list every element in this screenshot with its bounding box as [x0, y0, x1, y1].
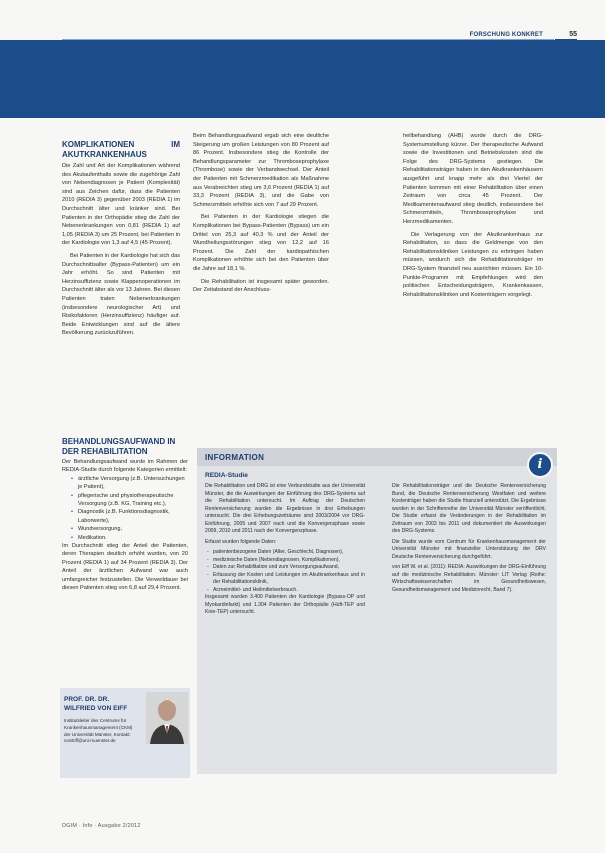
- paragraph: Die Rehabilitation ist insgesamt später geworden. Der Zeitabstand der Anschluss-: [193, 278, 329, 294]
- list-item: - Erfassung der Kosten und Leistungen im Akutkrankenhaus und in der Rehabilitationsklinik,: [213, 572, 365, 587]
- page-header: [0, 26, 605, 40]
- column-2: [193, 132, 329, 299]
- paragraph: Der Behandlungsaufwand wurde im Rahmen der REDIA-Studie durch folgende Kategorien ermittelt:: [62, 459, 188, 474]
- heading-komplikationen: KOMPLIKATIONEN IM AKUTKRANKENHAUS: [62, 140, 180, 159]
- list-item: - Arzneimittel- und Heilmittelverbrauch.: [213, 587, 365, 595]
- paragraph: Die Rehabilitationsträger und die Deutsche Rentenversicherung Bund, die Deutsche Rentenversicherung Westfalen und weitere Kostenträger haben die Studie finanziell unterstützt. Die Ergebnisse wurden in der Schriftenreihe der Universität Münster veröffentlicht. Die Studie erfasst die Veränderungen in der Rehabilitation im Zeitraum von 2003 bis 2011 und dokumentiert die Auswirkungen des DRG-Systems.: [392, 483, 546, 534]
- info-box: [197, 448, 557, 774]
- info-icon: i: [527, 452, 553, 478]
- info-column-2: [392, 483, 546, 597]
- page-number: 55: [569, 31, 577, 38]
- blue-banner: [0, 40, 605, 118]
- paragraph: Bei Patienten in der Kardiologie stiegen die Komplikationen bei Bypass-Patienten (Bypass) um ein Drittel von 25,3 auf 40,3 % und der Anteil der Wundheilungsstörungen stieg von 12,2 auf 16 Prozent. Die Zahl der kardiopathischen Komplikationen erhöhte sich bei den Patienten über die Jahre auf 18,1 %.: [193, 214, 329, 272]
- list-item: • pflegerische und physiotherapeutische Versorgung (z.B. KG, Training etc.),: [78, 492, 188, 509]
- paragraph: Erfasst wurden folgende Daten:: [205, 538, 277, 545]
- list-item: • ärztliche Versorgung (z.B. Untersuchungen je Patient),: [78, 475, 188, 492]
- section-rubric: FORSCHUNG KONKRET: [469, 32, 543, 38]
- column-3: [403, 132, 543, 303]
- data-list: [205, 549, 365, 594]
- list-item: - patientenbezogene Daten (Alter, Geschlecht, Diagnosen),: [213, 549, 365, 557]
- author-institution: Institutsleiter des Centrums für Krankenhausmanagement (CKM) der Universität Münster, Kontakt: vonEiff@uni-muenster.de: [64, 718, 133, 744]
- section-behandlungsaufwand: [62, 437, 188, 593]
- info-box-header: [197, 448, 557, 466]
- info-column-1: [205, 483, 365, 620]
- paragraph: heilbehandlung (AHB) wurde durch die DRG-Systemumstellung kürzer. Der therapeutische Aufwand sowie die Investitionen und Betriebskosten sind die Folge des DRG-Systems gestiegen. Die Rehabilitationsträger haben in den Akutkrankenhäusern ausgeführt und knapp mehr als drei Viertel der Patienten kommen mit einer Rehabilitation über einen Zeitraum von circa 45 Prozent. Der Medikamentenaufwand stieg deutlich, insbesondere bei Schmerzmitteln, Thromboseprophylaxe und Herzmedikamenten.: [403, 133, 543, 225]
- heading-behandlungsaufwand: BEHANDLUNGSAUFWAND IN DER REHABILITATION: [62, 437, 176, 456]
- paragraph: Die Rehabilitation und DRG ist eine Verbundstudie aus der Universität Münster, die die Auswirkungen der Einführung des DRG-Systems auf die Rehabilitation untersucht. Im Auftrag der Deutschen Rentenversicherung wurden die Ergebnisse in drei Erhebungen untersucht. Die drei Erhebungszeiträume sind 2003/2004 vor DRG-Einführung, 2005 und 2007 nach und die Konvergenzphase sowie 2009, 2010 und 2011 nach der Konvergenzphase.: [205, 483, 365, 534]
- paragraph: Bei Patienten in der Kardiologie hat sich das Durchschnittsalter (Bypass-Patienten) um ein Jahr erhöht. So sind Patienten mit Herzinsuffizienz sowie Klappenoperationen im Durchschnitt älter als vor 13 Jahren. Bei diesen Patienten traten Nebenerkrankungen (insbesondere neurologischer Art) und Risikofaktoren (Herzinsuffizienz) häufiger auf. Beide Entwicklungen sind auf die ältere Bevölkerung zurückzuführen.: [62, 252, 180, 337]
- info-subtitle: REDIA-Studie: [205, 472, 248, 479]
- page-footer: DGIM · Info · Ausgabe 2/2012: [62, 823, 141, 829]
- list-item: • Diagnostik (z.B. Funktionsdiagnostik, Laborwerte),: [78, 508, 188, 525]
- paragraph: Im Durchschnitt stieg der Anteil der Patienten, deren Therapien deutlich erhöht wurden, von 20 Prozent (REDIA 1) auf 34 Prozent (REDIA 3). Der Anteil der ärztlichen Aufwand war auch umfangreicher festzustellen. Die Verweildauer bei diesen Patienten stieg von 6,8 auf 29,4 Prozent.: [62, 543, 188, 592]
- category-list: [62, 475, 188, 542]
- paragraph: Die Verlagerung von der Akutkrankenhaus zur Rehabilitation, so dass die Geldmenge von den Rehabilitationskliniken Leistungen zu erbringen haben müssen, wodurch sich die Rehabilitationsträger im DRG-System finanziell neu ausrichten müssen. Ein 10-Punkte-Programm mit Empfehlungen wird den politischen Entscheidungsträgern, Krankenkassen, Rehabilitationskliniken und Kostenträgern vorgelegt.: [403, 231, 543, 298]
- list-item: • Wundversorgung,: [78, 525, 188, 533]
- paragraph: Beim Behandlungsaufwand ergab sich eine deutliche Steigerung um großen Leistungen von 80 Prozent auf 86 Prozent. Insbesondere stieg die Kontrolle der Behandlungsparameter zur Thromboseprophylaxe (Thrombose) sowie der Verbandwechsel. Der Anteil der Patienten mit Schmerzmedikation als Maßnahme aus Verabreichten stieg um 3,6 Prozent (REDIA 1) auf 33,3 Prozent (REDIA 3), und die Gabe von Schmerzmitteln erhöhte sich von 7 auf 29 Prozent.: [193, 133, 329, 208]
- list-item: • Medikation.: [78, 534, 188, 542]
- list-item: - Daten zur Rehabilitation und zum Versorgungsaufwand,: [213, 564, 365, 572]
- paragraph: Die Studie wurde vom Centrum für Krankenhausmanagement der Universität Münster mit finanzieller Unterstützung der DRV Deutsche Rentenversicherung durchgeführt.: [392, 538, 546, 560]
- reference: von Eiff W. et al. (2011): REDIA: Auswirkungen der DRG-Einführung auf die medizinische Rehabilitation. Münster: LIT Verlag (Reihe: Wirtschaftswissenschaften im Gesundheitswesen, Gesundheitsmanagement und Medizinrecht, Band 7).: [392, 564, 546, 593]
- column-1: [62, 140, 180, 342]
- author-photo: [146, 692, 188, 744]
- author-name: PROF. DR. DR. WILFRIED VON EIFF: [64, 696, 128, 712]
- paragraph: Insgesamt wurden 3.400 Patienten der Kardiologie (Bypass-OP und Myokardinfarkt) und 1.304 Patienten der Orthopädie (Hüft-TEP und Knie-TEP) untersucht.: [205, 594, 365, 615]
- info-label: INFORMATION: [205, 453, 265, 462]
- list-item: - medizinische Daten (Nebendiagnosen, Komplikationen),: [213, 557, 365, 565]
- paragraph: Die Zahl und Art der Komplikationen während des Akutaufenthalts sowie die zugehörige Zahl von Nebendiagnosen je Patient (Komplexität) sind aus Zeichen dafür, dass die Patienten 2010 (REDIA 3) gegenüber 2003 (REDIA 1) im Durchschnitt älter und kränker sind. Bei Patienten in der Orthopädie stieg die Zahl der Nebenerkrankungen von 0,81 (REDIA 1) auf 1,05 (REDIA 3) um 25 Prozent, bei Patienten in der Kardiologie von 1,3 auf 4,5 (45 Prozent).: [62, 163, 180, 247]
- author-box: [60, 688, 190, 778]
